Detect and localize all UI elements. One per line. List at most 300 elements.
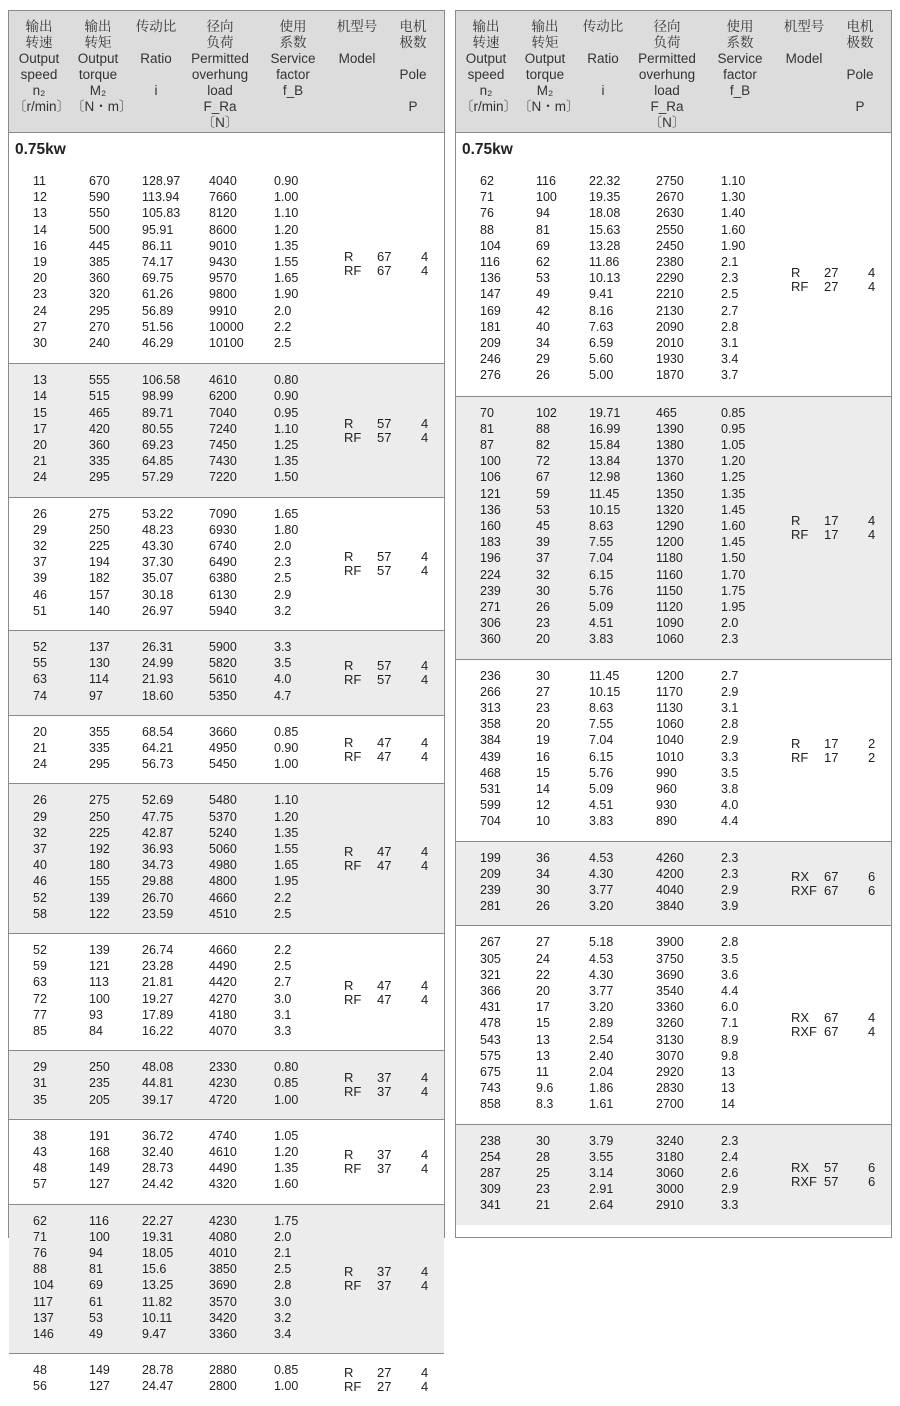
ratio-cell: 5.00 — [589, 368, 614, 383]
service-factor-cell: 3.2 — [274, 603, 292, 618]
model-size-0: 37 — [377, 1070, 392, 1086]
output-speed-cell: 40 — [33, 858, 47, 873]
service-factor-cell: 0.85 — [274, 1363, 299, 1378]
overhung-load-cell: 3000 — [656, 1182, 684, 1197]
table-row — [456, 1066, 891, 1079]
ratio-cell: 10.15 — [589, 502, 621, 517]
overhung-load-cell: 8120 — [209, 206, 237, 221]
table-row — [9, 390, 444, 403]
header-line: factor — [276, 67, 310, 82]
service-factor-cell: 4.4 — [721, 983, 739, 998]
service-factor-cell: 1.00 — [274, 757, 299, 772]
overhung-load-cell: 2700 — [656, 1097, 684, 1112]
ratio-cell: 61.26 — [142, 287, 174, 302]
output-torque-cell: 32 — [536, 567, 550, 582]
service-factor-cell: 1.10 — [274, 793, 299, 808]
header-line — [576, 35, 630, 51]
ratio-cell: 3.79 — [589, 1133, 614, 1148]
ratio-cell: 3.77 — [589, 882, 614, 897]
ratio-cell: 51.56 — [142, 319, 174, 334]
overhung-load-cell: 9430 — [209, 255, 237, 269]
table-row — [456, 799, 891, 812]
service-factor-cell: 2.1 — [721, 255, 739, 269]
service-factor-cell: 9.8 — [721, 1048, 739, 1063]
overhung-load-cell: 6930 — [209, 522, 237, 537]
service-factor-cell: 3.4 — [721, 352, 739, 367]
output-speed-cell: 281 — [480, 899, 501, 914]
output-speed-cell: 341 — [480, 1198, 501, 1213]
overhung-load-cell: 2550 — [656, 222, 684, 237]
output-speed-cell: 239 — [480, 882, 501, 897]
service-factor-cell: 3.3 — [721, 749, 739, 764]
header-line: Pole — [846, 67, 874, 82]
model-size-0: 47 — [377, 735, 392, 751]
ratio-cell: 64.21 — [142, 740, 174, 755]
header-line: 〔N・m〕 — [518, 99, 580, 114]
overhung-load-cell: 890 — [656, 814, 677, 829]
output-speed-cell: 116 — [480, 255, 500, 269]
output-speed-cell: 76 — [33, 1245, 47, 1260]
output-torque-cell: 335 — [89, 740, 110, 755]
header-col2 — [71, 19, 133, 115]
table-row — [9, 1025, 444, 1038]
output-torque-cell: 94 — [536, 206, 550, 221]
model-type-0: R — [344, 977, 354, 993]
motor-pole-0: 4 — [421, 844, 429, 860]
output-torque-cell: 53 — [89, 1310, 103, 1325]
overhung-load-cell: 2010 — [656, 336, 684, 350]
output-torque-cell: 250 — [89, 809, 110, 824]
header-line: Permitted — [191, 51, 249, 66]
motor-pole-0: 4 — [421, 415, 429, 431]
output-torque-cell: 30 — [536, 583, 550, 598]
ratio-cell: 8.63 — [589, 518, 614, 533]
output-torque-cell: 360 — [89, 437, 110, 452]
table-row — [9, 1178, 444, 1191]
output-torque-cell: 550 — [89, 206, 110, 221]
output-torque-cell: 22 — [536, 967, 550, 982]
output-torque-cell: 30 — [536, 1133, 550, 1148]
output-speed-cell: 52 — [33, 943, 47, 957]
overhung-load-cell: 5350 — [209, 688, 237, 703]
output-torque-cell: 25 — [536, 1165, 550, 1180]
data-group — [9, 165, 444, 363]
output-torque-cell: 139 — [89, 943, 110, 957]
service-factor-cell: 2.3 — [721, 866, 739, 881]
output-torque-cell: 34 — [536, 336, 550, 350]
ratio-cell: 7.55 — [589, 535, 614, 550]
overhung-load-cell: 3420 — [209, 1310, 237, 1325]
motor-pole-1: 4 — [868, 279, 876, 295]
service-factor-cell: 3.5 — [721, 951, 739, 966]
model-type-1: RF — [344, 749, 362, 765]
output-torque-cell: 53 — [536, 502, 550, 517]
output-speed-cell: 46 — [33, 587, 47, 602]
service-factor-cell: 2.0 — [274, 303, 292, 318]
output-speed-cell: 146 — [33, 1326, 54, 1341]
output-speed-cell: 106 — [480, 470, 501, 485]
service-factor-cell: 1.05 — [274, 1128, 299, 1143]
overhung-load-cell: 4320 — [209, 1177, 237, 1192]
service-factor-cell: 2.2 — [274, 890, 292, 905]
header-line: M₂ — [89, 83, 107, 98]
overhung-load-cell: 4230 — [209, 1213, 237, 1228]
table-row — [9, 1312, 444, 1325]
output-speed-cell: 77 — [33, 1007, 47, 1022]
output-torque-cell: 157 — [89, 587, 110, 602]
model-type-0: R — [791, 735, 801, 751]
model-type-1: RF — [344, 1161, 362, 1177]
output-torque-cell: 155 — [89, 874, 110, 889]
output-speed-cell: 704 — [480, 814, 501, 829]
table-row — [456, 953, 891, 966]
overhung-load-cell: 465 — [656, 405, 677, 420]
table-row — [9, 641, 444, 654]
table-row — [9, 191, 444, 204]
ratio-cell: 52.69 — [142, 793, 174, 808]
service-factor-cell: 2.4 — [721, 1149, 739, 1164]
service-factor-cell: 2.7 — [721, 668, 739, 683]
output-torque-cell: 23 — [536, 700, 550, 715]
table-row — [456, 369, 891, 382]
header-col6 — [331, 19, 383, 67]
model-type-0: R — [344, 249, 354, 265]
service-factor-cell: 14 — [721, 1097, 735, 1112]
header-line: 转速 — [472, 35, 500, 50]
output-torque-cell: 69 — [89, 1278, 103, 1293]
ratio-cell: 47.75 — [142, 809, 174, 824]
output-speed-cell: 39 — [33, 571, 47, 586]
ratio-cell: 69.23 — [142, 437, 174, 452]
overhung-load-cell: 1090 — [656, 616, 684, 631]
overhung-load-cell: 2090 — [656, 319, 684, 334]
output-speed-cell: 88 — [33, 1262, 47, 1277]
ratio-cell: 43.30 — [142, 538, 174, 553]
service-factor-cell: 0.80 — [274, 373, 299, 388]
output-speed-cell: 181 — [480, 319, 501, 334]
output-torque-cell: 40 — [536, 319, 550, 334]
header-line: overhung — [191, 67, 249, 82]
header-line: 〔N・m〕 — [71, 99, 133, 114]
service-factor-cell: 1.45 — [721, 502, 746, 517]
service-factor-cell: 1.75 — [721, 583, 746, 598]
service-factor-cell: 1.95 — [721, 599, 746, 614]
overhung-load-cell: 3750 — [656, 951, 684, 966]
ratio-cell: 6.15 — [589, 567, 614, 582]
ratio-cell: 4.53 — [589, 951, 614, 966]
ratio-cell: 24.99 — [142, 656, 174, 671]
header-line: 传动比 — [582, 19, 624, 34]
overhung-load-cell: 3900 — [656, 935, 684, 950]
output-speed-cell: 675 — [480, 1064, 501, 1079]
service-factor-cell: 0.90 — [274, 174, 299, 188]
output-speed-cell: 121 — [480, 486, 501, 501]
header-col3 — [129, 19, 183, 115]
output-speed-cell: 271 — [480, 599, 501, 614]
model-size-1: 17 — [824, 527, 839, 543]
output-torque-cell: 62 — [536, 255, 550, 269]
header-line: factor — [723, 67, 757, 82]
header-col4 — [185, 19, 255, 131]
ratio-cell: 11.86 — [589, 255, 620, 269]
data-group — [9, 1353, 444, 1405]
header-line: Service — [717, 51, 763, 66]
table-row — [456, 718, 891, 731]
header-col2 — [518, 19, 580, 115]
overhung-load-cell: 4070 — [209, 1024, 237, 1038]
output-speed-cell: 30 — [33, 336, 47, 350]
output-speed-cell: 51 — [33, 603, 47, 618]
ratio-cell: 4.30 — [589, 967, 614, 982]
ratio-cell: 69.75 — [142, 271, 174, 286]
model-type-1: RXF — [791, 1174, 817, 1190]
service-factor-cell: 3.1 — [721, 700, 739, 715]
service-factor-cell: 1.55 — [274, 841, 299, 856]
motor-pole-1: 4 — [421, 263, 429, 279]
motor-pole-1: 4 — [421, 749, 429, 765]
overhung-load-cell: 3840 — [656, 899, 684, 914]
table-row — [9, 207, 444, 220]
motor-pole-0: 4 — [421, 549, 429, 565]
motor-pole-0: 4 — [421, 1070, 429, 1086]
overhung-load-cell: 6740 — [209, 538, 237, 553]
ratio-cell: 29.88 — [142, 874, 174, 889]
motor-pole-0: 4 — [421, 1365, 429, 1381]
overhung-load-cell: 2880 — [209, 1363, 237, 1378]
output-torque-cell: 127 — [89, 1379, 110, 1394]
ratio-cell: 48.08 — [142, 1060, 174, 1075]
header-col4 — [632, 19, 702, 131]
ratio-cell: 26.97 — [142, 603, 174, 618]
output-torque-cell: 67 — [536, 470, 550, 485]
service-factor-cell: 2.9 — [721, 882, 739, 897]
motor-pole-0: 4 — [421, 977, 429, 993]
service-factor-cell: 1.80 — [274, 522, 299, 537]
output-torque-cell: 555 — [89, 373, 110, 388]
output-speed-cell: 14 — [33, 389, 47, 404]
header-col1 — [460, 19, 517, 115]
service-factor-cell: 2.3 — [274, 555, 292, 570]
output-torque-cell: 26 — [536, 368, 550, 383]
output-torque-cell: 295 — [89, 470, 110, 485]
output-torque-cell: 116 — [536, 174, 556, 188]
overhung-load-cell: 1170 — [656, 684, 683, 699]
header-line: F_Ra — [203, 99, 237, 114]
header-line: 电机 — [846, 19, 874, 34]
table-row — [456, 601, 891, 614]
service-factor-cell: 1.75 — [274, 1213, 299, 1228]
output-torque-cell: 355 — [89, 724, 110, 739]
overhung-load-cell: 3540 — [656, 983, 684, 998]
service-factor-cell: 3.2 — [274, 1310, 292, 1325]
output-torque-cell: 45 — [536, 518, 550, 533]
header-line: 输出 — [531, 19, 559, 34]
output-torque-cell: 420 — [89, 421, 110, 436]
power-rating: 0.75kw — [15, 141, 66, 158]
overhung-load-cell: 3060 — [656, 1165, 684, 1180]
ratio-cell: 15.6 — [142, 1262, 167, 1277]
output-torque-cell: 16 — [536, 749, 550, 764]
table-row — [456, 552, 891, 565]
output-speed-cell: 321 — [480, 967, 501, 982]
table-row — [456, 985, 891, 998]
ratio-cell: 19.31 — [142, 1229, 174, 1244]
motor-pole-1: 4 — [421, 563, 429, 579]
table-row — [9, 892, 444, 905]
overhung-load-cell: 2130 — [656, 303, 684, 318]
table-row — [456, 633, 891, 646]
output-torque-cell: 235 — [89, 1076, 110, 1091]
overhung-load-cell: 3690 — [656, 967, 684, 982]
model-size-1: 57 — [377, 563, 392, 579]
data-group — [456, 165, 891, 396]
service-factor-cell: 1.35 — [274, 238, 299, 253]
output-speed-cell: 160 — [480, 518, 501, 533]
service-factor-cell: 1.35 — [274, 1161, 299, 1176]
ratio-cell: 2.91 — [589, 1182, 614, 1197]
output-speed-cell: 52 — [33, 890, 47, 905]
output-speed-cell: 199 — [480, 850, 501, 865]
ratio-cell: 26.70 — [142, 890, 174, 905]
output-speed-cell: 26 — [33, 506, 47, 521]
output-torque-cell: 140 — [89, 603, 110, 618]
service-factor-cell: 2.0 — [721, 616, 739, 631]
overhung-load-cell: 4800 — [209, 874, 237, 889]
header-line: M₂ — [536, 83, 554, 98]
output-speed-cell: 43 — [33, 1144, 47, 1159]
overhung-load-cell: 1180 — [656, 551, 683, 566]
output-speed-cell: 32 — [33, 538, 47, 553]
motor-pole-1: 4 — [421, 1161, 429, 1177]
header-line: 径向 — [206, 19, 234, 34]
ratio-cell: 7.63 — [589, 319, 614, 334]
output-torque-cell: 97 — [89, 688, 103, 703]
model-type-0: R — [344, 735, 354, 751]
ratio-cell: 128.97 — [142, 174, 181, 188]
overhung-load-cell: 7090 — [209, 506, 237, 521]
overhung-load-cell: 1200 — [656, 668, 684, 683]
ratio-cell: 10.15 — [589, 684, 621, 699]
header-line: 机型号 — [783, 19, 825, 34]
ratio-cell: 18.60 — [142, 688, 174, 703]
service-factor-cell: 1.00 — [274, 1092, 299, 1107]
motor-pole-0: 4 — [421, 658, 429, 674]
motor-pole-0: 4 — [421, 249, 429, 265]
table-header — [9, 11, 444, 133]
table-row — [9, 455, 444, 468]
header-line: n₂ — [32, 83, 46, 98]
output-speed-cell: 104 — [33, 1278, 54, 1293]
header-line: P — [855, 99, 865, 114]
ratio-cell: 15.63 — [589, 222, 621, 237]
ratio-cell: 9.47 — [142, 1326, 167, 1341]
table-row — [456, 423, 891, 436]
service-factor-cell: 2.6 — [721, 1165, 739, 1180]
service-factor-cell: 1.50 — [274, 470, 299, 485]
overhung-load-cell: 3690 — [209, 1278, 237, 1293]
overhung-load-cell: 9910 — [209, 303, 237, 318]
overhung-load-cell: 4490 — [209, 1161, 237, 1176]
output-torque-cell: 515 — [89, 389, 110, 404]
output-speed-cell: 147 — [480, 287, 501, 302]
table-row — [9, 374, 444, 387]
overhung-load-cell: 2450 — [656, 238, 684, 253]
model-type-1: RF — [791, 749, 809, 765]
output-speed-cell: 543 — [480, 1032, 501, 1047]
ratio-cell: 5.60 — [589, 352, 614, 367]
overhung-load-cell: 4260 — [656, 850, 684, 865]
overhung-load-cell: 1290 — [656, 518, 684, 533]
power-rating: 0.75kw — [462, 141, 513, 158]
ratio-cell: 5.76 — [589, 765, 614, 780]
ratio-cell: 26.74 — [142, 943, 174, 957]
output-speed-cell: 62 — [480, 174, 494, 188]
service-factor-cell: 0.90 — [274, 740, 299, 755]
ratio-cell: 34.73 — [142, 858, 174, 873]
service-factor-cell: 1.30 — [721, 190, 746, 205]
overhung-load-cell: 1380 — [656, 437, 684, 452]
header-line: Model — [785, 51, 823, 66]
service-factor-cell: 3.3 — [274, 1024, 292, 1038]
overhung-load-cell: 9800 — [209, 287, 237, 302]
overhung-load-cell: 3660 — [209, 724, 237, 739]
output-speed-cell: 88 — [480, 222, 494, 237]
overhung-load-cell: 6200 — [209, 389, 237, 404]
service-factor-cell: 0.85 — [721, 405, 746, 420]
model-type-0: R — [344, 844, 354, 860]
output-torque-cell: 102 — [536, 405, 557, 420]
header-line: Output — [77, 51, 119, 66]
output-torque-cell: 59 — [536, 486, 550, 501]
output-torque-cell: 9.6 — [536, 1081, 554, 1096]
ratio-cell: 105.83 — [142, 206, 181, 221]
table-row — [9, 1009, 444, 1022]
output-speed-cell: 59 — [33, 959, 47, 974]
service-factor-cell: 1.95 — [274, 874, 299, 889]
table-row — [9, 690, 444, 703]
output-speed-cell: 384 — [480, 733, 501, 748]
model-size-1: 47 — [377, 749, 392, 765]
output-speed-cell: 74 — [33, 688, 47, 703]
overhung-load-cell: 4040 — [656, 882, 684, 897]
output-torque-cell: 49 — [536, 287, 550, 302]
table-row — [456, 852, 891, 865]
overhung-load-cell: 2290 — [656, 271, 684, 286]
ratio-cell: 5.09 — [589, 599, 614, 614]
output-speed-cell: 254 — [480, 1149, 501, 1164]
motor-pole-0: 4 — [421, 1264, 429, 1280]
output-torque-cell: 225 — [89, 538, 110, 553]
model-size-1: 57 — [377, 429, 392, 445]
overhung-load-cell: 930 — [656, 798, 677, 813]
header-line — [576, 67, 630, 83]
ratio-cell: 18.05 — [142, 1245, 174, 1260]
output-torque-cell: 137 — [89, 640, 110, 654]
output-torque-cell: 670 — [89, 174, 110, 188]
header-line: 转速 — [25, 35, 53, 50]
output-torque-cell: 149 — [89, 1363, 110, 1378]
model-size-1: 47 — [377, 991, 392, 1007]
output-torque-cell: 205 — [89, 1092, 110, 1107]
model-size-1: 57 — [377, 672, 392, 688]
overhung-load-cell: 1150 — [656, 583, 683, 598]
motor-pole-1: 6 — [868, 882, 876, 898]
service-factor-cell: 7.1 — [721, 1016, 739, 1031]
output-speed-cell: 209 — [480, 336, 501, 350]
model-size-0: 17 — [824, 513, 839, 529]
service-factor-cell: 1.45 — [721, 535, 746, 550]
ratio-cell: 1.61 — [589, 1097, 614, 1112]
